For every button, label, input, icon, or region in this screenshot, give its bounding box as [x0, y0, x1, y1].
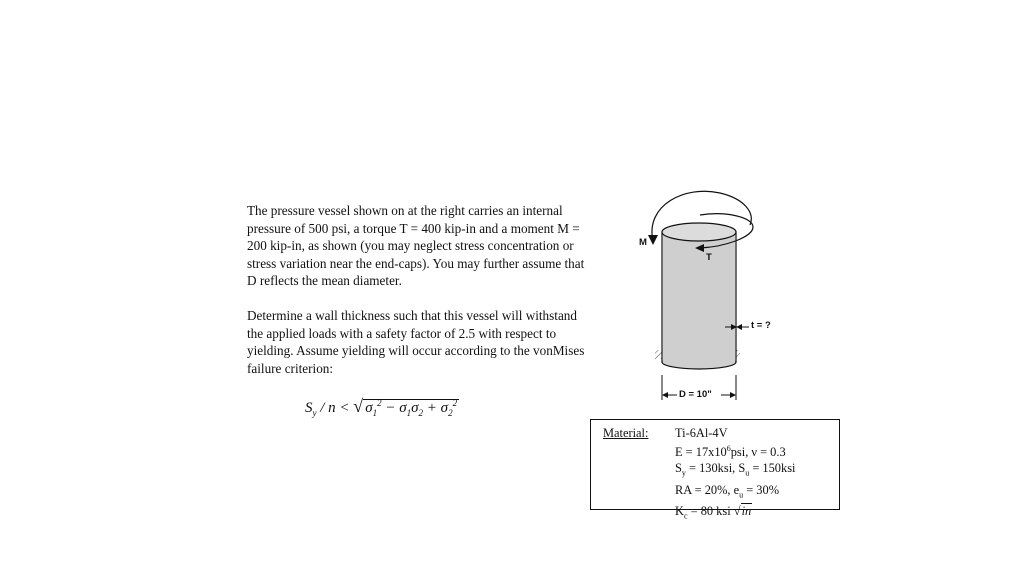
diameter-label: D = 10": [679, 389, 712, 400]
problem-paragraph-2: Determine a wall thickness such that this vessel will withstand the applied loads with a safety factor of 2.5 with respect to yielding. Assume yielding will occur according to the vonMises failure criterion:: [247, 307, 585, 376]
problem-statement: [247, 202, 587, 377]
material-ductility: RA = 20%, $e_u = 30\%$: [675, 482, 780, 500]
material-properties-box: [590, 419, 840, 521]
pressure-vessel-diagram: [625, 185, 795, 410]
pressure-vessel-figure: [625, 185, 795, 410]
problem-paragraph-1: The pressure vessel shown on at the right carries an internal pressure of 500 psi, a torque T = 400 kip-in and a moment M = 200 kip-in, as shown (you may neglect stress concentration or stress variation near the end-caps). You may further assume that D reflects the mean diameter.: [247, 203, 585, 289]
material-elastic: $E = 17x10^6psi$, ν = 0.3: [675, 444, 786, 460]
torque-label: T: [706, 252, 712, 263]
formula-sy: $S_y$: [305, 400, 317, 418]
material-toughness: $K_c = 80$ ksi √in: [675, 504, 752, 521]
moment-label: M: [639, 237, 647, 248]
formula-radicand: $\sigma_1^2 - \sigma_1\sigma_2 + \sigma_2^2$: [365, 398, 458, 418]
thickness-label: t = ?: [751, 320, 771, 331]
cylinder-top: [662, 223, 736, 241]
material-label: Material:: [603, 426, 649, 440]
material-properties-list: [675, 425, 795, 525]
formula-sqrt-sign: √: [353, 396, 364, 416]
formula-over-n: / n <: [316, 400, 354, 416]
material-strength: $S_y = 130ksi$, $S_u = 150ksi$: [675, 461, 796, 478]
von-mises-formula: [305, 396, 459, 418]
material-name: Ti-6Al-4V: [675, 426, 728, 440]
